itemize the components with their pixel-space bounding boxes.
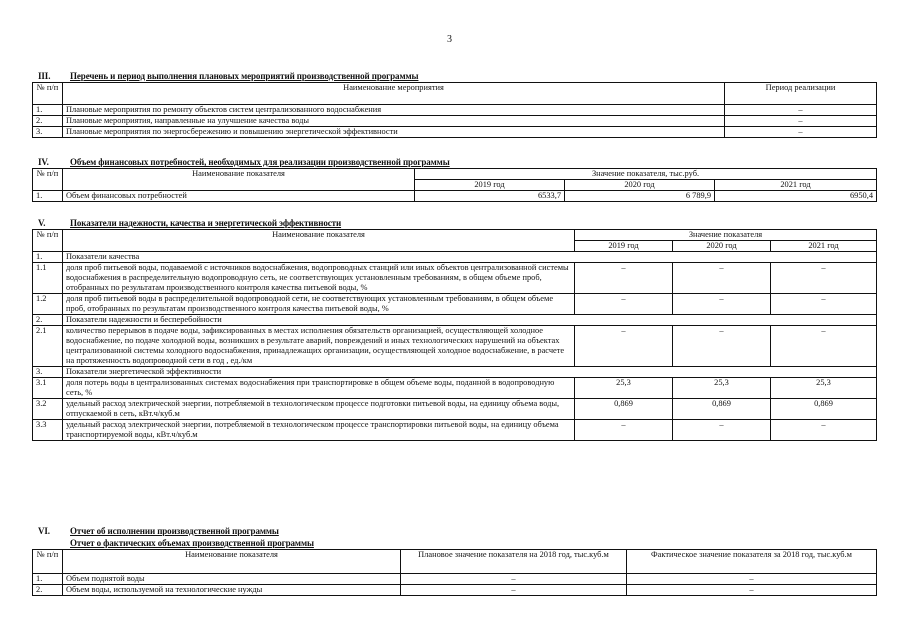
value-2020: – bbox=[673, 420, 771, 441]
value-2021: – bbox=[771, 326, 877, 367]
value-2020: 0,869 bbox=[673, 399, 771, 420]
value-2020: – bbox=[673, 326, 771, 367]
table-row bbox=[33, 399, 877, 420]
value-2021: – bbox=[771, 263, 877, 294]
row-no: 3.3 bbox=[33, 420, 63, 441]
row-name: количество перерывов в подаче воды, зафиксированных в местах исполнения обязательств организацией, осуществляющей холодное водоснабжение, по подаче холодной воды, возникших в результате аварий, повреждений и иных технологических нарушений на объектах централизованной системы холодного водоснабжения, принадлежащих организации, осуществляющей холодное водоснабжение, в расчете на протяженность водопроводной сети в год , ед./км bbox=[63, 326, 575, 367]
row-name: доля потерь воды в централизованных системах водоснабжения при транспортировке в общем объеме воды, поданной в водопроводную сеть, % bbox=[63, 378, 575, 399]
header-fact: Фактическое значение показателя за 2018 год, тыс.куб.м bbox=[627, 550, 877, 574]
table-3-header bbox=[33, 83, 877, 105]
table-row bbox=[33, 127, 877, 138]
value-2019: 6533,7 bbox=[415, 191, 565, 202]
section-5-number: V. bbox=[38, 218, 46, 228]
section-3-number: III. bbox=[38, 71, 51, 81]
row-no: 1.1 bbox=[33, 263, 63, 294]
table-row bbox=[33, 326, 877, 367]
header-value: Значение показателя bbox=[575, 230, 877, 241]
group-row bbox=[33, 367, 877, 378]
row-no: 1. bbox=[33, 191, 63, 202]
table-4-header bbox=[33, 169, 877, 180]
table-section-4 bbox=[32, 168, 877, 202]
value-2021: 6950,4 bbox=[715, 191, 877, 202]
row-name: удельный расход электрической энергии, потребляемой в технологическом процессе подготовки питьевой воды, на единицу объема воды, отпускаемой в сеть, кВт.ч/куб.м bbox=[63, 399, 575, 420]
table-row bbox=[33, 191, 877, 202]
section-3-title: Перечень и период выполнения плановых мероприятий производственной программы bbox=[70, 71, 419, 81]
row-name: Плановые мероприятия по ремонту объектов систем централизованного водоснабжения bbox=[63, 105, 725, 116]
value-2019: – bbox=[575, 263, 673, 294]
header-no: № п/п bbox=[33, 550, 63, 574]
table-row bbox=[33, 574, 877, 585]
value-2019: 25,3 bbox=[575, 378, 673, 399]
value-2021: 25,3 bbox=[771, 378, 877, 399]
section-5-heading bbox=[38, 218, 341, 228]
section-3-heading bbox=[38, 71, 418, 81]
row-no: 1. bbox=[33, 574, 63, 585]
year-2021: 2021 год bbox=[715, 180, 877, 191]
value-2020: 25,3 bbox=[673, 378, 771, 399]
value-2021: – bbox=[771, 420, 877, 441]
row-name: удельный расход электрической энергии, потребляемой в технологическом процессе транспортировки питьевой воды, на единицу объема транспортируемой воды, кВт.ч/куб.м bbox=[63, 420, 575, 441]
table-row bbox=[33, 105, 877, 116]
row-fact: – bbox=[627, 574, 877, 585]
year-2019: 2019 год bbox=[575, 241, 673, 252]
header-period: Период реализации bbox=[725, 83, 877, 105]
group-name: Показатели качества bbox=[63, 252, 877, 263]
header-no: № п/п bbox=[33, 169, 63, 191]
table-6-header bbox=[33, 550, 877, 574]
year-2021: 2021 год bbox=[771, 241, 877, 252]
row-no: 2. bbox=[33, 585, 63, 596]
group-name: Показатели надежности и бесперебойности bbox=[63, 315, 877, 326]
header-name: Наименование мероприятия bbox=[63, 83, 725, 105]
header-name: Наименование показателя bbox=[63, 230, 575, 252]
section-4-title: Объем финансовых потребностей, необходимых для реализации производственной программы bbox=[70, 157, 450, 167]
table-row bbox=[33, 378, 877, 399]
row-no: 2.1 bbox=[33, 326, 63, 367]
row-name: Плановые мероприятия по энергосбережению и повышению энергетической эффективности bbox=[63, 127, 725, 138]
row-no: 3. bbox=[33, 127, 63, 138]
row-name: доля проб питьевой воды в распределительной водопроводной сети, не соответствующих установленным требованиям, в общем объеме проб, отобранных по результатам производственного контроля качества питьевой воды, % bbox=[63, 294, 575, 315]
row-no: 2. bbox=[33, 315, 63, 326]
table-5-header bbox=[33, 230, 877, 241]
value-2021: – bbox=[771, 294, 877, 315]
section-6-number: VI. bbox=[38, 526, 50, 536]
header-value: Значение показателя, тыс.руб. bbox=[415, 169, 877, 180]
page-number: 3 bbox=[447, 34, 452, 45]
row-no: 1.2 bbox=[33, 294, 63, 315]
header-no: № п/п bbox=[33, 83, 63, 105]
table-section-6 bbox=[32, 549, 877, 596]
row-name: Объем финансовых потребностей bbox=[63, 191, 415, 202]
section-4-number: IV. bbox=[38, 157, 49, 167]
year-2020: 2020 год bbox=[565, 180, 715, 191]
section-5-title: Показатели надежности, качества и энергетической эффективности bbox=[70, 218, 342, 228]
row-no: 3. bbox=[33, 367, 63, 378]
row-period: – bbox=[725, 127, 877, 138]
row-no: 3.2 bbox=[33, 399, 63, 420]
header-name: Наименование показателя bbox=[63, 169, 415, 191]
row-no: 1. bbox=[33, 105, 63, 116]
row-fact: – bbox=[627, 585, 877, 596]
section-6-heading bbox=[38, 526, 279, 536]
table-row bbox=[33, 420, 877, 441]
row-plan: – bbox=[401, 585, 627, 596]
value-2020: 6 789,9 bbox=[565, 191, 715, 202]
header-name: Наименование показателя bbox=[63, 550, 401, 574]
header-plan: Плановое значение показателя на 2018 год, тыс.куб.м bbox=[401, 550, 627, 574]
row-name: доля проб питьевой воды, подаваемой с источников водоснабжения, водопроводных станций или иных объектов централизованной системы водоснабжения в распределительную водопроводную сеть, не соответствующих установленным требованиям, в общем объеме проб, отобранных по результатам производственного контроля качества питьевой воды, % bbox=[63, 263, 575, 294]
row-name: Объем поднятой воды bbox=[63, 574, 401, 585]
row-no: 1. bbox=[33, 252, 63, 263]
row-name: Объем воды, используемой на технологические нужды bbox=[63, 585, 401, 596]
value-2019: – bbox=[575, 326, 673, 367]
value-2019: 0,869 bbox=[575, 399, 673, 420]
row-period: – bbox=[725, 105, 877, 116]
row-no: 2. bbox=[33, 116, 63, 127]
table-row bbox=[33, 116, 877, 127]
year-2020: 2020 год bbox=[673, 241, 771, 252]
value-2021: 0,869 bbox=[771, 399, 877, 420]
group-name: Показатели энергетической эффективности bbox=[63, 367, 877, 378]
row-name: Плановые мероприятия, направленные на улучшение качества воды bbox=[63, 116, 725, 127]
table-row bbox=[33, 263, 877, 294]
value-2020: – bbox=[673, 294, 771, 315]
table-section-5 bbox=[32, 229, 877, 441]
group-row bbox=[33, 252, 877, 263]
group-row bbox=[33, 315, 877, 326]
section-4-heading bbox=[38, 157, 450, 167]
value-2019: – bbox=[575, 420, 673, 441]
row-no: 3.1 bbox=[33, 378, 63, 399]
header-no: № п/п bbox=[33, 230, 63, 252]
value-2019: – bbox=[575, 294, 673, 315]
year-2019: 2019 год bbox=[415, 180, 565, 191]
section-6-subtitle: Отчет о фактических объемах производственной программы bbox=[70, 538, 314, 548]
row-period: – bbox=[725, 116, 877, 127]
section-6-title: Отчет об исполнении производственной программы bbox=[70, 526, 279, 536]
row-plan: – bbox=[401, 574, 627, 585]
table-section-3 bbox=[32, 82, 877, 138]
value-2020: – bbox=[673, 263, 771, 294]
table-row bbox=[33, 294, 877, 315]
table-row bbox=[33, 585, 877, 596]
